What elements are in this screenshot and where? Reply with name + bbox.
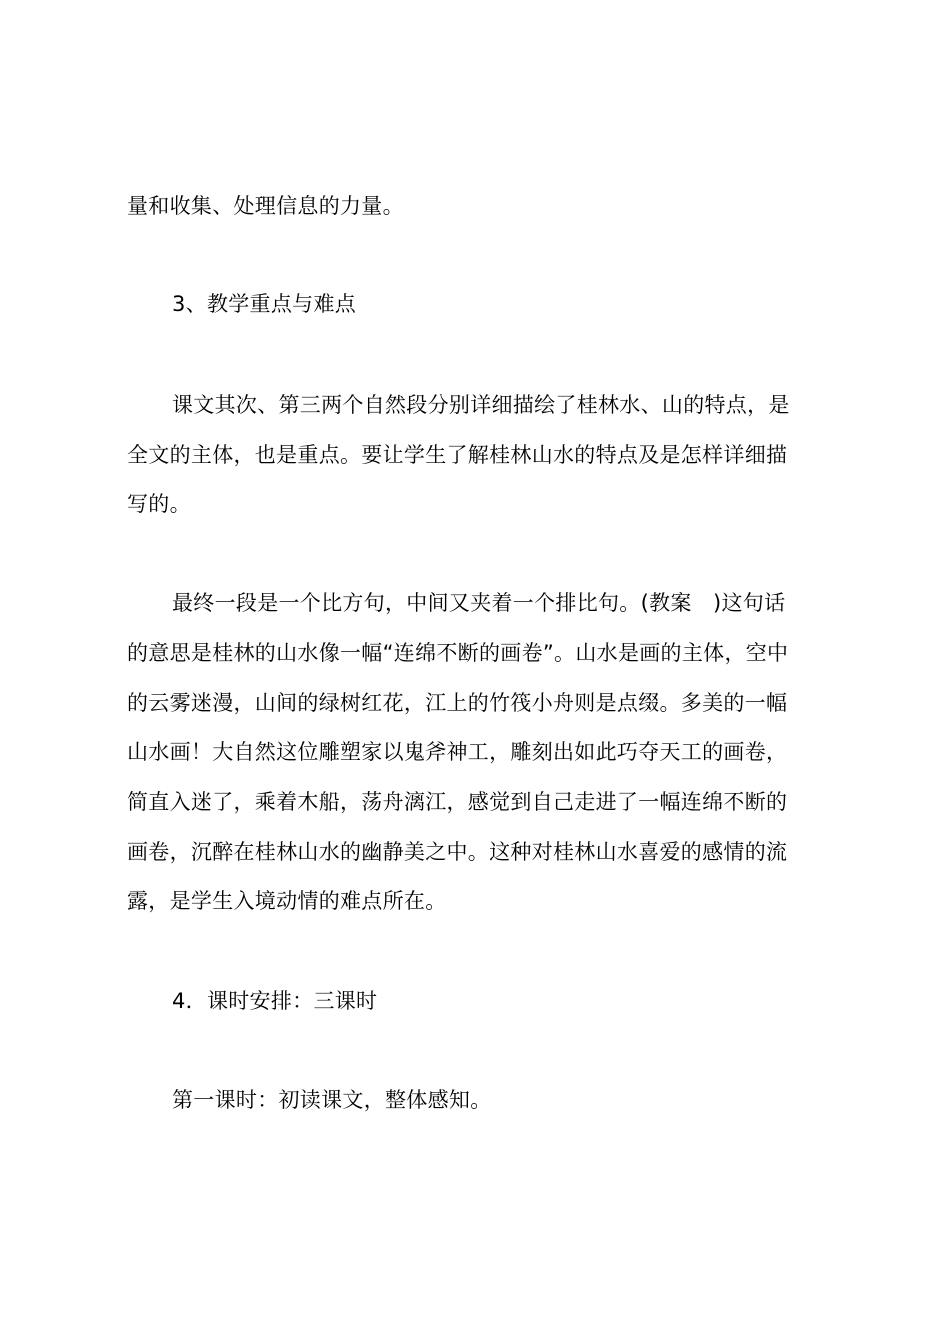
section-3-heading: 3、教学重点与难点 [172, 292, 357, 316]
continuation-text: 量和收集、处理信息的力量。 [127, 194, 404, 218]
section-3-paragraph-1-line-3: 写的。 [127, 492, 191, 516]
section-3-paragraph-2-line-6: 画卷，沉醉在桂林山水的幽静美之中。这种对桂林山水喜爱的感情的流 [127, 840, 788, 864]
section-3-paragraph-1-line-1: 课文其次、第三两个自然段分别详细描绘了桂林水、山的特点，是 [172, 393, 790, 417]
section-3-paragraph-2-line-1: 最终一段是一个比方句，中间又夹着一个排比句。(教案 )这句话 [172, 591, 786, 615]
section-3-paragraph-2-line-5: 简直入迷了，乘着木船，荡舟漓江，感觉到自己走进了一幅连绵不断的 [127, 790, 788, 814]
section-4-heading: 4．课时安排：三课时 [172, 989, 378, 1013]
section-3-paragraph-2-line-2: 的意思是桂林的山水像一幅“连绵不断的画卷”。山水是画的主体，空中 [127, 641, 789, 665]
first-lesson-text: 第一课时：初读课文，整体感知。 [172, 1088, 492, 1112]
section-3-paragraph-2-line-7: 露，是学生入境动情的难点所在。 [127, 889, 447, 913]
section-3-paragraph-2-line-3: 的云雾迷漫，山间的绿树红花，江上的竹筏小舟则是点缀。多美的一幅 [127, 691, 788, 715]
section-3-paragraph-1-line-2: 全文的主体，也是重点。要让学生了解桂林山水的特点及是怎样详细描 [127, 443, 788, 467]
section-3-paragraph-2-line-4: 山水画！大自然这位雕塑家以鬼斧神工，雕刻出如此巧夺天工的画卷， [127, 740, 788, 764]
